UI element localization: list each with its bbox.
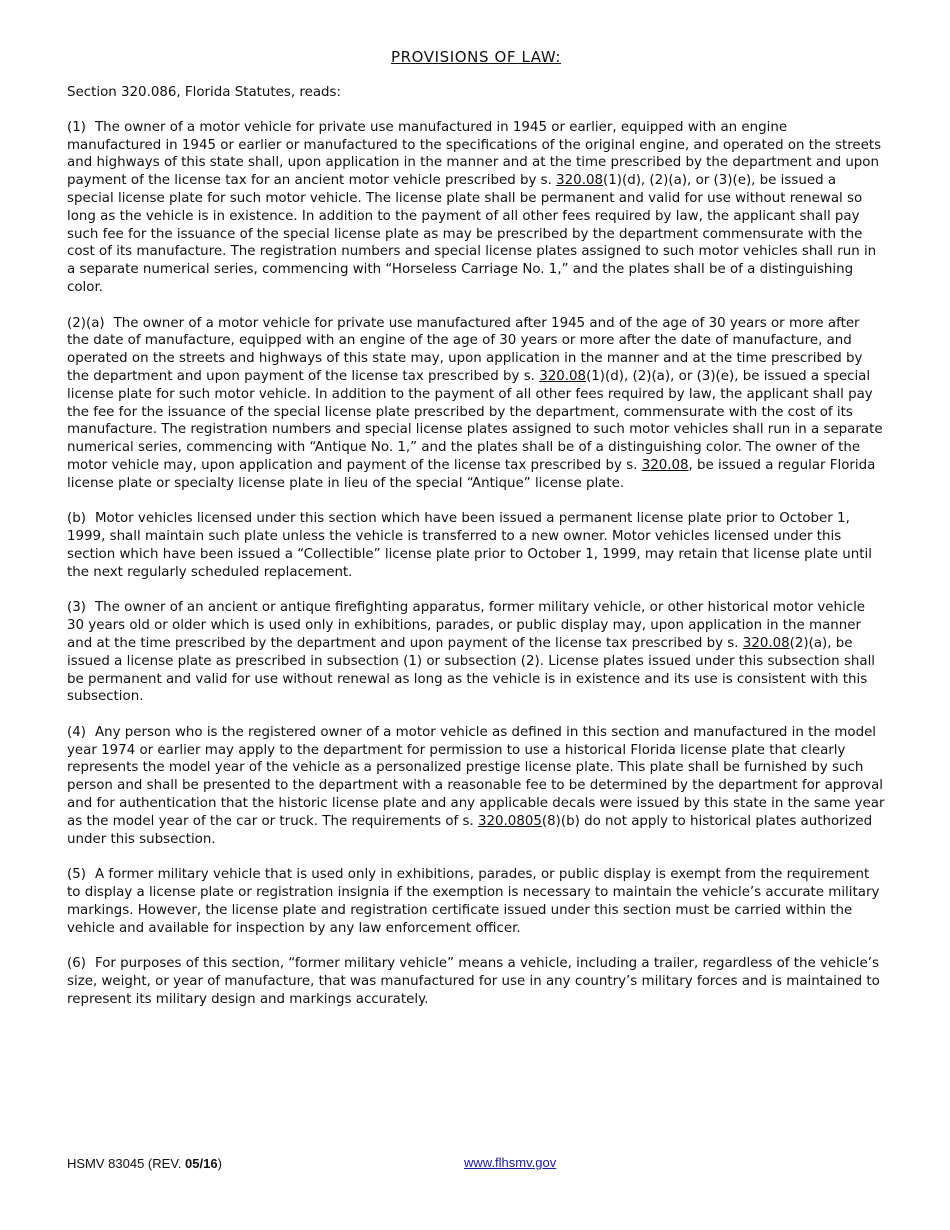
paragraph-text: (1)(d), (2)(a), or (3)(e), be issued a special license plate for such motor vehicle. In addition to the payment of all other fees required by law, the applicant shall pay the fee for the issuance of the special license plate prescribed by the department, commensurate with the cost of its manufacture. The registration numbers and special license plates assigned to such motor vehicles shall run in a separate numerical series, commencing with “Antique No. 1,” and the plates shall be of a distinguishing color. The owner of the motor vehicle may, upon application and payment of the license tax prescribed by s. (67, 368, 883, 473)
paragraph-5 (67, 866, 885, 937)
form-number (67, 1156, 222, 1171)
statute-link-320-0805[interactable]: 320.0805 (477, 813, 542, 829)
paragraph-number: (6) (67, 956, 86, 972)
paragraph-text: Motor vehicles licensed under this section which have been issued a permanent license plate prior to October 1, 1999, shall maintain such plate unless the vehicle is transferred to a new owner. Motor vehicles licensed under this section which have been issued a “Collectible” license plate prior to October 1, 1999, may retain that license plate until the next regularly scheduled replacement. (67, 511, 872, 580)
paragraph-number: (1) (67, 119, 86, 135)
paragraph-text: (1)(d), (2)(a), or (3)(e), be issued a special license plate for such motor vehicle. The license plate shall be permanent and valid for use without renewal so long as the vehicle is in existence. In addition to the payment of all other fees required by law, the applicant shall pay such fee for the issuance of the special license plate as may be prescribed by the department commensurate with the cost of its manufacture. The registration numbers and special license plates assigned to such motor vehicles shall run in a separate numerical series, commencing with “Horseless Carriage No. 1,” and the plates shall be of a distinguishing color. (67, 173, 877, 295)
paragraph-number: (4) (67, 724, 86, 740)
statute-link-320-08[interactable]: 320.08 (742, 635, 790, 651)
paragraph-text: The owner of a motor vehicle for private use manufactured in 1945 or earlier, equipped with an engine manufactured in 1945 or earlier or manufactured to the specifications of the original engine, and operated on the streets and highways of this state shall, upon application in the manner and at the time prescribed by the department and upon payment of the license tax for an ancient motor vehicle prescribed by s. (67, 119, 882, 189)
paragraph-text: Any person who is the registered owner of a motor vehicle as defined in this section and manufactured in the model year 1974 or earlier may apply to the department for permission to use a historical Florida license plate that clearly represents the model year of the vehicle as a personalized prestige license plate. This plate shall be furnished by such person and shall be presented to the department with a reasonable fee to be determined by the department for approval and for authentication that the historic license plate and any applicable decals were issued by this state in the same year as the model year of the car or truck. The requirements of s. (67, 724, 885, 829)
statute-link-320-08[interactable]: 320.08 (556, 173, 603, 189)
paragraph-6 (67, 955, 885, 1008)
statute-link-320-08[interactable]: 320.08 (641, 457, 689, 473)
paragraph-text: A former military vehicle that is used only in exhibitions, parades, or public display is exempt from the requirement to display a license plate or registration insignia if the exemption is necessary to maintain the vehicle’s accurate military markings. However, the license plate and registration certificate issued under this section must be carried within the vehicle and available for inspection by any law enforcement officer. (67, 867, 880, 936)
paragraph-number: (3) (67, 600, 86, 616)
paragraph-text: The owner of an ancient or antique firefighting apparatus, former military vehicle, or other historical motor vehicle 30 years old or older which is used only in exhibitions, parades, or public display may, upon application in the manner and at the time prescribed by the department and upon payment of the license tax prescribed by s. (67, 600, 866, 651)
document-body (67, 48, 885, 1026)
statute-intro: Section 320.086, Florida Statutes, reads: (67, 85, 342, 100)
paragraph-number: (5) (67, 867, 86, 883)
paragraph-2a (67, 315, 885, 493)
paragraph-2b (67, 510, 885, 581)
paragraph-4 (67, 724, 885, 849)
form-id: HSMV 83045 (REV. (67, 1156, 186, 1171)
paragraph-3 (67, 599, 885, 706)
page-title: PROVISIONS OF LAW: (390, 48, 562, 66)
paragraph-1 (67, 119, 885, 297)
paragraph-text: (8)(b) do not apply to historical plates authorized under this subsection. (67, 813, 873, 847)
paragraph-text: , be issued a regular Florida license plate or specialty license plate in lieu of the special “Antique” license plate. (67, 457, 876, 491)
website-link[interactable]: www.flhsmv.gov (464, 1155, 557, 1170)
paragraph-number: (b) (67, 511, 86, 527)
paragraph-text: The owner of a motor vehicle for private use manufactured after 1945 and of the age of 30 years or more after the date of manufacture, equipped with an engine of the age of 30 years or more after the date of manufacture, and operated on the streets and highways of this state may, upon application in the manner and at the time prescribed by the department and upon payment of the license tax prescribed by s. (67, 315, 863, 384)
form-revision: 05/16 (185, 1156, 218, 1171)
statute-link-320-08[interactable]: 320.08 (539, 368, 587, 384)
paragraph-text: For purposes of this section, “former military vehicle” means a vehicle, including a trailer, regardless of the vehicle’s size, weight, or year of manufacture, that was manufactured for use in any country’s military forces and is maintained to represent its military design and markings accurately. (67, 956, 880, 1007)
form-id-close: ) (217, 1156, 222, 1171)
paragraph-text: (2)(a), be issued a license plate as prescribed in subsection (1) or subsection (2). License plates issued under this subsection shall be permanent and valid for use without renewal as long as the vehicle is in existence and its use is consistent with this subsection. (67, 635, 876, 705)
paragraph-number: (2)(a) (67, 315, 105, 331)
